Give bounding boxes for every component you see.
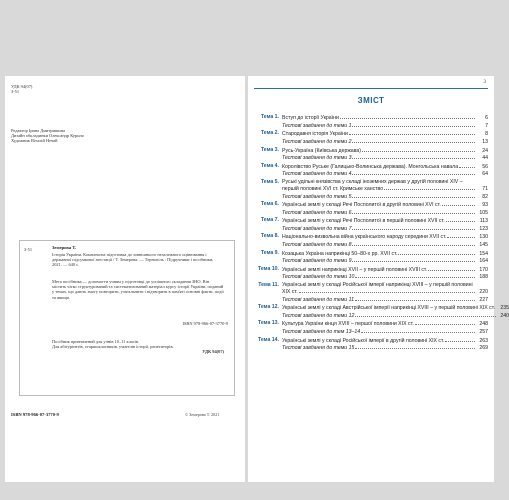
credits-block [11,128,211,144]
toc-topic-label: Тема 14. [257,336,279,343]
catalog-card-annotation: Мета посібника — допомогти учням у підготовці до успішного складання ЗНО. Він містить чітко структурований та систематизований матеріал курсу історії України, поданий у темах, що дають змогу повторити, узагальнити і відтворити в пам'яті основні факти, події та явища. [52,279,224,300]
toc-topic-label: Тема 11. [258,281,279,288]
toc-test-title: Тестові завдання до теми 10 [282,274,355,281]
credit-editor: Редактор Ірина Дмитришина [11,128,65,133]
toc-entry-body [282,147,488,162]
toc-topic-title: Українські землі у складі Російської імперії в другій половині XIX ст. [282,337,445,344]
toc-leader-dots [447,233,475,238]
toc-topic-label: Тема 4. [260,162,279,169]
toc-topic-title: Українські землі у складі Речі Посполитої в першій половині XVII ст. [282,218,445,225]
toc-test-page-number: 188 [479,274,488,281]
toc-leader-dots [355,296,475,301]
toc-test-page-number: 240 [500,312,509,319]
right-page-contents [248,76,509,482]
toc-page-number: 113 [479,218,488,225]
toc-entry [250,163,488,178]
toc-leader-dots [352,241,475,246]
toc-entry [250,233,488,248]
toc-topic-title: Українські землі наприкінці XVII – у першій половині XVIII ст. [282,266,428,273]
toc-entry-body [282,114,488,129]
toc-entry [250,320,488,335]
page-number: 3 [483,80,486,85]
toc-entry-body [282,233,488,248]
toc-test-line [282,225,488,232]
toc-test-line [282,170,488,177]
toc-test-title: Тестові завдання до теми 9 [282,257,352,264]
toc-entry [250,130,488,145]
toc-topic-title: Українські землі у складі Речі Посполитої в другій половині XVI ст. [282,202,441,209]
isbn-line: ISBN 978-966-07-3770-9 [11,412,59,417]
toc-leader-dots [352,193,475,198]
toc-leader-dots [352,170,475,175]
catalog-card-code: З-51 [24,247,33,252]
toc-test-line [282,257,488,264]
toc-test-title: Тестові завдання до теми 7 [282,225,352,232]
toc-topic-label: Тема 13. [257,320,279,327]
toc-leader-dots [445,337,475,342]
toc-leader-dots [352,122,475,127]
toc-entry [250,282,488,303]
toc-entry-body [282,337,488,352]
toc-entry [250,179,488,200]
toc-leader-dots [398,250,475,255]
toc-test-line [282,312,509,319]
toc-topic-title-line [282,147,488,154]
catalog-card-description: Історія України. Комплексна підготовка до зовнішнього незалежного оцінювання і державної підсумкової атестації / Т. Земерова. — Тернопіль : Підручники і посібники, 2021. — 640 с. [52,252,214,268]
toc-test-page-number: 269 [479,344,488,351]
toc-topic-title: Національно-визвольна війна українського народу середини XVII ст. [282,234,447,241]
toc-leader-dots [352,138,475,143]
udk-index: З-51 [11,89,20,95]
toc-test-line [282,241,488,248]
toc-topic-title-line [282,233,488,240]
toc-page-number: 71 [482,186,488,193]
contents-title: ЗМІСТ [357,96,385,105]
toc-leader-dots [349,130,475,135]
toc-entry-body [282,179,488,200]
toc-leader-dots [340,114,475,119]
toc-entry-body [282,250,488,265]
toc-leader-dots [384,185,475,190]
toc-leader-dots [355,273,475,278]
catalog-card-notes [52,339,224,355]
toc-test-title: Тестові завдання до теми 12 [282,312,355,319]
udk-block [11,84,32,94]
toc-test-page-number: 64 [482,171,488,178]
toc-topic-title-line [282,320,488,327]
toc-entry-body [282,201,488,216]
toc-topic-title: XIX ст. [282,289,298,296]
toc-test-title: Тестові завдання до теми 5 [282,193,352,200]
toc-test-page-number: 105 [479,209,488,216]
toc-topic-title-line [282,266,488,273]
toc-page-number: 130 [479,234,488,241]
toc-test-line [282,154,488,161]
toc-topic-title: Українські землі у складі Австрійської імперії наприкінці XVIII – у першій половині XIX ст. [282,305,496,312]
toc-leader-dots [352,209,475,214]
header-rule [254,88,488,89]
toc-topic-title: Вступ до історії України [282,115,339,122]
toc-page-number: 56 [482,163,488,170]
toc-topic-title: Українські землі у складі Російської імперії наприкінці XVIII – у першій половині [282,281,473,288]
toc-entry [250,201,488,216]
left-page-imprint [5,76,245,482]
toc-entry [250,114,488,129]
toc-topic-label: Тема 2. [260,130,279,137]
toc-leader-dots [352,225,475,230]
toc-leader-dots [355,312,496,317]
toc-test-line [282,273,488,280]
toc-topic-label: Тема 1. [260,114,279,121]
toc-test-line [282,328,488,335]
toc-leader-dots [361,328,475,333]
toc-leader-dots [442,201,475,206]
toc-test-title: Тестові завдання до тем 13–14 [282,328,361,335]
toc-topic-title: Культура України кінця XVIII – першої половини XIX ст. [282,321,414,328]
toc-leader-dots [459,163,475,168]
toc-test-line [282,138,488,145]
toc-leader-dots [355,344,475,349]
toc-leader-dots [428,266,475,271]
toc-topic-title-line [282,163,488,170]
toc-topic-label: Тема 9. [260,249,279,256]
toc-entry-body [282,266,488,281]
toc-topic-label: Тема 3. [260,146,279,153]
copyright-line: © Земерова Т. 2021 [185,412,220,417]
toc-test-title: Тестові завдання до теми 6 [282,209,352,216]
toc-topic-title-line [282,250,488,257]
toc-test-title: Тестові завдання до теми 3 [282,154,352,161]
toc-entry-body [282,320,488,335]
toc-topic-label: Тема 8. [260,233,279,240]
toc-topic-title: першій половині XVI ст. Кримське ханство [282,186,384,193]
toc-leader-dots [299,288,475,293]
toc-page-number: 154 [479,250,488,257]
toc-test-page-number: 257 [479,328,488,335]
toc-test-line [282,296,488,303]
toc-test-page-number: 123 [479,225,488,232]
toc-entry-body [282,130,488,145]
toc-topic-label: Тема 10. [257,265,279,272]
toc-test-page-number: 82 [482,193,488,200]
toc-page-number: 263 [479,337,488,344]
toc-page-number: 220 [479,289,488,296]
catalog-card-note-audience: Посібник призначений для учнів 10–11 класів. [52,339,140,344]
toc-test-page-number: 44 [482,154,488,161]
toc-test-title: Тестові завдання до теми 1 [282,122,352,129]
toc-leader-dots [415,320,475,325]
toc-topic-title: Королівство Руське (Галицько-Волинська держава). Монгольська навала [282,163,459,170]
toc-topic-label: Тема 5. [260,178,279,185]
credit-cover-design: Дизайн обкладинки Олександр Курило [11,133,84,139]
toc-topic-label: Тема 6. [260,201,279,208]
toc-topic-label: Тема 7. [260,217,279,224]
catalog-card-udk: УДК 94(07) [202,349,224,355]
toc-topic-label: Тема 12. [257,304,279,311]
toc-topic-title-line [282,337,488,344]
toc-topic-title: Козацька Україна наприкінці 50–80-х рр. XVII ст. [282,250,398,257]
toc-page-number: 93 [482,202,488,209]
toc-leader-dots [446,217,475,222]
toc-topic-title-line [282,185,488,192]
toc-test-page-number: 227 [479,296,488,303]
toc-entry-body [282,304,509,319]
toc-page-number: 6 [485,115,488,122]
toc-entry [250,337,488,352]
toc-topic-title: Стародавня історія України [282,131,348,138]
toc-topic-title-line [282,288,488,295]
toc-entry [250,147,488,162]
toc-entry [250,304,509,319]
toc-test-page-number: 145 [479,241,488,248]
toc-entry-body [282,217,488,232]
toc-test-title: Тестові завдання до теми 8 [282,241,352,248]
toc-test-page-number: 164 [479,257,488,264]
table-of-contents [250,113,509,351]
toc-page-number: 24 [482,147,488,154]
catalog-card [19,240,235,396]
toc-test-title: Тестові завдання до теми 11 [282,296,354,303]
toc-test-line [282,344,488,351]
toc-test-page-number: 13 [482,138,488,145]
toc-test-title: Тестові завдання до теми 15 [282,344,355,351]
credit-illustrator: Художник Віталій Нечай [11,138,58,144]
toc-entry-body [282,163,488,178]
udk-code: УДК 94(07) [11,84,33,89]
toc-page-number: 248 [479,321,488,328]
toc-topic-title-line [282,130,488,137]
toc-topic-title-line [282,217,488,224]
toc-leader-dots [352,257,475,262]
toc-topic-title-line [282,114,488,121]
toc-test-title: Тестові завдання до теми 4 [282,171,352,178]
toc-test-line [282,209,488,216]
toc-test-line [282,193,488,200]
toc-page-number: 235 [500,305,509,312]
catalog-card-author: Земерова Т. [52,245,77,250]
toc-test-title: Тестові завдання до теми 2 [282,138,352,145]
toc-leader-dots [352,154,475,159]
toc-test-line [282,122,488,129]
toc-entry [250,250,488,265]
toc-leader-dots [362,147,475,152]
toc-entry-body [282,282,488,303]
catalog-card-isbn: ISBN 978-966-07-3770-9 [182,321,228,326]
toc-topic-title: Русь-Україна (Київська держава) [282,147,362,154]
toc-entry [250,217,488,232]
toc-page-number: 170 [479,266,488,273]
toc-test-page-number: 7 [485,122,488,129]
toc-topic-title-line [282,304,509,311]
catalog-card-note-readers: Для абітурієнтів, старшокласників, учителів історії, репетиторів. [52,344,174,350]
toc-page-number: 8 [485,131,488,138]
toc-topic-title-line [282,201,488,208]
toc-topic-title: Руські удільні князівства у складі іноземних держав у другій половині XIV – [282,178,463,185]
toc-entry [250,266,488,281]
